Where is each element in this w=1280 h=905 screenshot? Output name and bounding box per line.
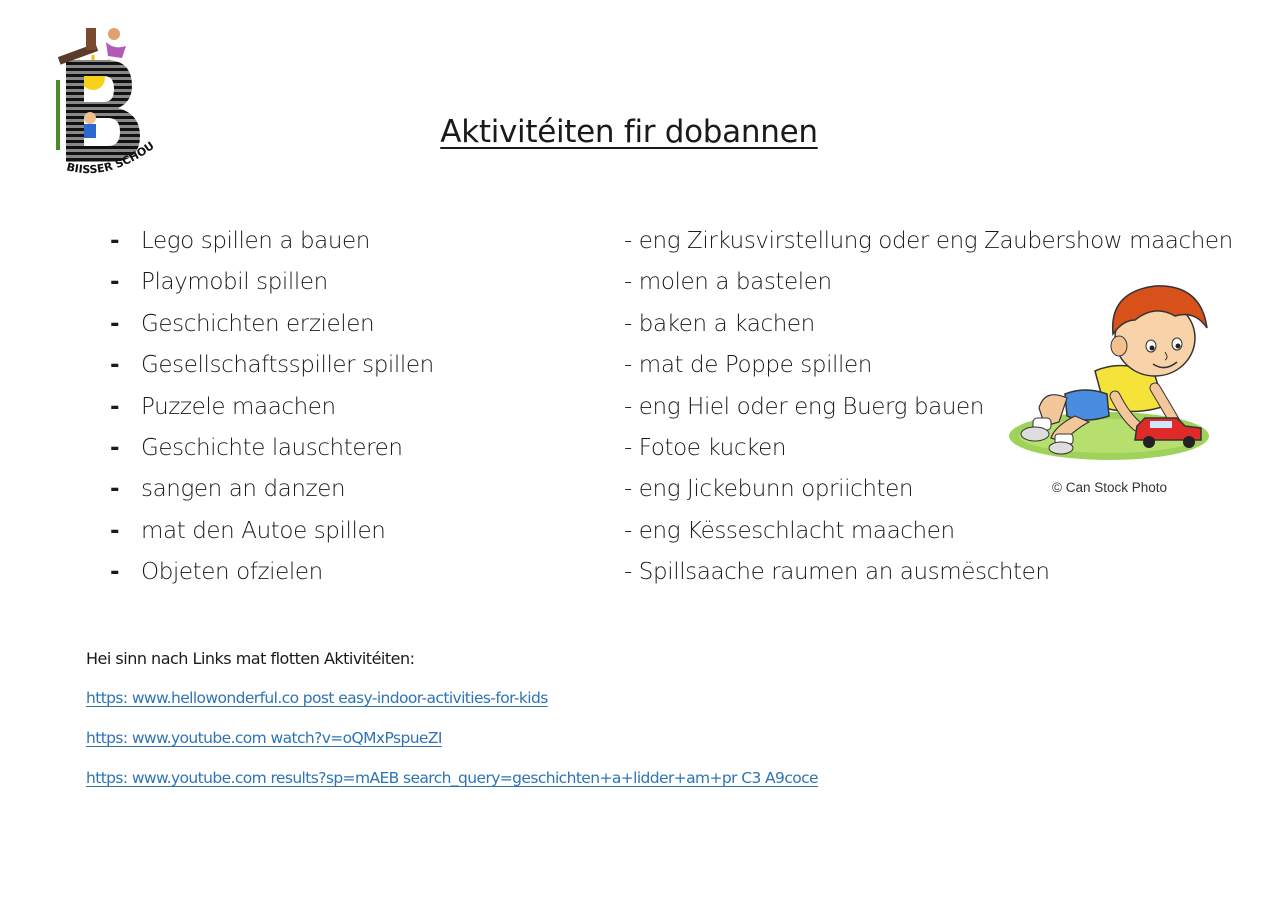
- bullet-dash: -: [110, 352, 120, 379]
- boy-illustration: [1005, 276, 1217, 471]
- link-youtube-results[interactable]: https: www.youtube.com results?sp=mAEB search_query=geschichten+a+lidder+am+pr C3 A9coce: [86, 769, 818, 787]
- list-item: [110, 345, 434, 386]
- list-item-text: Objeten ofzielen: [141, 559, 323, 586]
- links-intro: Hei sinn nach Links mat flotten Aktivitéiten:: [86, 649, 415, 668]
- bullet-dash: -: [110, 476, 120, 503]
- list-item: - eng Jickebunn opriichten: [624, 476, 914, 503]
- logo-text: BIISSER SCHOU: [65, 139, 157, 177]
- link-hellowonderful[interactable]: https: www.hellowonderful.co post easy-indoor-activities-for-kids: [86, 689, 548, 707]
- list-item: - baken a kachen: [624, 310, 815, 337]
- list-item: [110, 469, 434, 510]
- bullet-dash: -: [110, 310, 120, 337]
- list-item: [110, 428, 434, 469]
- bullet-dash: -: [110, 434, 120, 461]
- list-item-text: Puzzele maachen: [141, 393, 336, 420]
- list-item: - mat de Poppe spillen: [624, 352, 872, 379]
- list-item: [110, 304, 434, 345]
- list-item-text: sangen an danzen: [141, 476, 346, 503]
- list-item-text: mat den Autoe spillen: [141, 517, 386, 544]
- list-item: [110, 511, 434, 552]
- bullet-dash: -: [110, 228, 120, 254]
- list-item: - eng Zirkusvirstellung oder eng Zaubershow maachen: [624, 228, 1233, 254]
- list-item: - eng Kësseschlacht maachen: [624, 517, 955, 544]
- list-item: [110, 221, 434, 262]
- list-item: [110, 262, 434, 303]
- bullet-dash: -: [110, 393, 120, 420]
- list-item: - eng Hiel oder eng Buerg bauen: [624, 393, 984, 420]
- list-item: - Spillsaache raumen an ausmëschten: [624, 559, 1050, 586]
- school-logo-icon: [48, 20, 163, 185]
- list-item-text: Lego spillen a bauen: [141, 228, 370, 254]
- school-logo: [48, 20, 163, 185]
- bullet-dash: -: [110, 559, 120, 586]
- list-item-text: Playmobil spillen: [141, 269, 328, 296]
- page-title: Aktivitéiten fir dobannen: [440, 114, 818, 150]
- bullet-dash: -: [110, 517, 120, 544]
- list-item-text: Geschichten erzielen: [141, 310, 375, 337]
- bullet-dash: -: [110, 269, 120, 296]
- list-item-text: Geschichte lauschteren: [141, 434, 403, 461]
- list-item-text: Gesellschaftsspiller spillen: [141, 352, 434, 379]
- list-item: - Fotoe kucken: [624, 434, 787, 461]
- list-item: [110, 552, 434, 593]
- image-credit: © Can Stock Photo: [1052, 480, 1168, 495]
- link-youtube-watch[interactable]: https: www.youtube.com watch?v=oQMxPspueZI: [86, 729, 442, 747]
- list-item: [110, 387, 434, 428]
- indoor-activities-list-left: [110, 221, 434, 594]
- list-item: - molen a bastelen: [624, 269, 832, 296]
- boy-playing-with-car-icon: [1005, 276, 1217, 471]
